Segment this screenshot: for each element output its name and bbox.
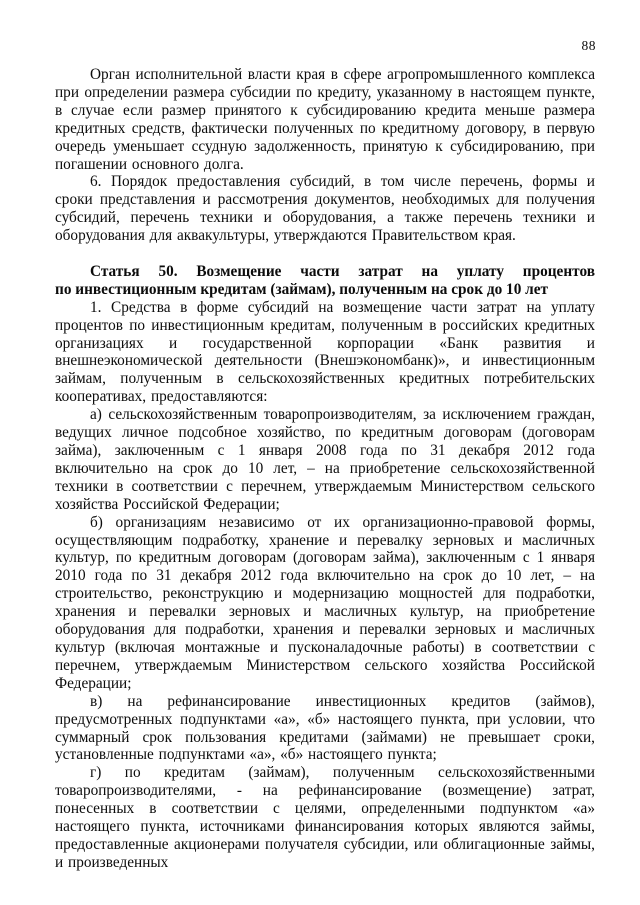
paragraph-subitem-a: а) сельскохозяйственным товаропроизводителям, за исключением граждан, ведущих личное подсобное хозяйство, по кредитным договорам (договорам займа), заключенным с 1 января 2008 года по 31 декабря 2012 года включительно на срок до 10 лет, – на приобретение сельскохозяйственной техники в соответствии с перечнем, утверждаемым Министерством сельского хозяйства Российской Федерации; (55, 406, 595, 513)
document-content (55, 66, 595, 872)
paragraph-continuation: Орган исполнительной власти края в сфере агропромышленного комплекса при определении размера субсидии по кредиту, указанному в настоящем пункте, в случае если размер принятого к субсидированию кредита меньше размера кредитных средств, фактически полученных по кредитному договору, в первую очередь уменьшает ссудную задолженность, принятую к субсидированию, при погашении основного долга. (55, 66, 595, 173)
article-heading-line1: Статья 50. Возмещение части затрат на уплату процентов (90, 262, 595, 280)
paragraph-subitem-v: в) на рефинансирование инвестиционных кредитов (займов), предусмотренных подпунктами «а», «б» настоящего пункта, при условии, что суммарный срок пользования кредитами (займами) не превышает сроки, установленные подпунктами «а», «б» настоящего пункта; (55, 692, 595, 764)
paragraph-item-1: 1. Средства в форме субсидий на возмещение части затрат на уплату процентов по инвестиционным кредитам, полученным в российских кредитных организациях и государственной корпорации «Банк развития и внешнеэкономической деятельности (Внешэкономбанк)», и инвестиционным займам, полученным в сельскохозяйственных кредитных потребительских кооперативах, предоставляются: (55, 298, 595, 406)
paragraph-subitem-b: б) организациям независимо от их организационно-правовой формы, осуществляющим подработку, хранение и перевалку зерновых и масличных культур, по кредитным договорам (договорам займа), заключенным с 1 января 2010 года по 31 декабря 2012 года включительно на срок до 10 лет, – на строительство, реконструкцию и модернизацию мощностей для подработки, хранения и перевалки зерновых и масличных культур, на приобретение оборудования для подработки, хранения и перевалки зерновых и масличных культур (включая монтажные и пусконаладочные работы) в соответствии с перечнем, утверждаемым Министерством сельского хозяйства Российской Федерации; (55, 513, 595, 692)
article-heading (55, 263, 595, 299)
paragraph-item-6: 6. Порядок предоставления субсидий, в том числе перечень, формы и сроки представления и рассмотрения документов, необходимых для получения субсидий, перечень техники и оборудования, а также перечень техники и оборудования для аквакультуры, утверждаются Правительством края. (55, 173, 595, 245)
page-number: 88 (581, 38, 596, 53)
article-heading-line2: по инвестиционным кредитам (займам), полученным на срок до 10 лет (55, 280, 549, 298)
paragraph-subitem-g: г) по кредитам (займам), полученным сельскохозяйственными товаропроизводителями, - на рефинансирование (возмещение) затрат, понесенных в соответствии с целями, определенными подпунктом «а» настоящего пункта, источниками финансирования которых являются займы, предоставленные акционерами получателя субсидии, или облигационные займы, и произведенных (55, 764, 595, 871)
